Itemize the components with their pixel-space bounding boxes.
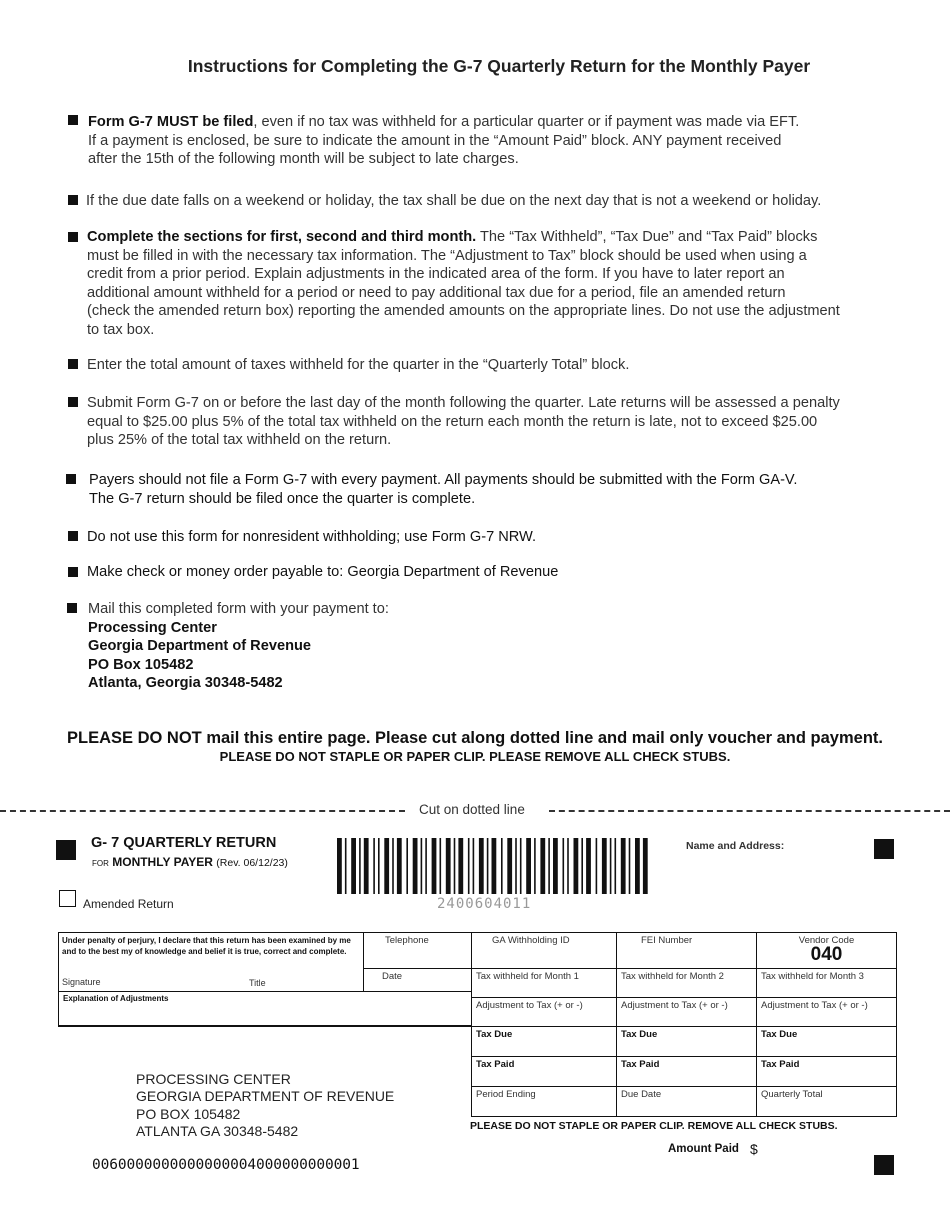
instruction-3-line1: The “Tax Withheld”, “Tax Due” and “Tax Paid” blocks bbox=[476, 229, 818, 245]
instruction-3-line3: credit from a prior period. Explain adjustments in the indicated area of the form. If you have to later report an bbox=[87, 266, 785, 283]
tax-paid-label: Tax Paid bbox=[761, 1059, 800, 1070]
instruction-4: Enter the total amount of taxes withheld for the quarter in the “Quarterly Total” block. bbox=[87, 357, 630, 373]
cut-line-left bbox=[0, 810, 405, 812]
tax-paid-month2-field[interactable] bbox=[616, 1056, 757, 1087]
bullet-icon bbox=[68, 531, 78, 541]
mail-address-line: Processing Center bbox=[88, 619, 217, 636]
instruction-9-line: Mail this completed form with your payment to: bbox=[88, 601, 389, 617]
amended-return-label: Amended Return bbox=[83, 897, 174, 911]
mail-address-line: Georgia Department of Revenue bbox=[88, 638, 312, 655]
instruction-1-line1: , even if no tax was withheld for a particular quarter or if payment was made via EFT. bbox=[253, 114, 800, 130]
bullet-icon bbox=[66, 474, 76, 484]
ga-withholding-label: GA Withholding ID bbox=[492, 935, 570, 946]
stub-warning: PLEASE DO NOT STAPLE OR PAPER CLIP. REMOVE ALL CHECK STUBS. bbox=[470, 1120, 838, 1132]
explanation-field[interactable] bbox=[58, 991, 472, 1027]
due-date-label: Due Date bbox=[621, 1089, 662, 1100]
tax-paid-month3-field[interactable] bbox=[756, 1056, 897, 1087]
mail-address-line: PO Box 105482 bbox=[88, 656, 194, 673]
amount-paid-label: Amount Paid bbox=[668, 1143, 739, 1155]
date-field[interactable] bbox=[363, 968, 472, 992]
revision-label: (Rev. 06/12/23) bbox=[216, 857, 288, 869]
mail-warning: PLEASE DO NOT mail this entire page. Please cut along dotted line and mail only voucher and payment. bbox=[66, 729, 883, 747]
tax-withheld-month1-label: Tax withheld for Month 1 bbox=[476, 971, 579, 982]
payer-label: MONTHLY PAYER bbox=[112, 855, 213, 869]
vendor-code-field bbox=[756, 932, 897, 969]
vendor-code-value: 040 bbox=[810, 944, 843, 965]
dollar-sign: $ bbox=[750, 1141, 758, 1157]
instruction-8: Make check or money order payable to: Georgia Department of Revenue bbox=[87, 564, 559, 580]
tax-withheld-month1-field[interactable] bbox=[471, 968, 617, 998]
instruction-6-line1: Payers should not file a Form G-7 with every payment. All payments should be submitted with the Form GA-V. bbox=[89, 472, 798, 488]
page-title: Instructions for Completing the G-7 Quarterly Return for the Monthly Payer bbox=[187, 56, 811, 76]
registration-mark-icon bbox=[56, 840, 76, 860]
tax-due-month1-field[interactable] bbox=[471, 1026, 617, 1057]
instruction-5-line3: plus 25% of the total tax withheld on the return. bbox=[87, 432, 392, 449]
instruction-3-line6: to tax box. bbox=[87, 321, 155, 338]
tax-due-label: Tax Due bbox=[761, 1029, 798, 1040]
instruction-5-line1: Submit Form G-7 on or before the last day of the month following the quarter. Late returns will be assessed a penalty bbox=[87, 395, 840, 411]
cut-line-right bbox=[549, 810, 950, 812]
processing-address-line: PO BOX 105482 bbox=[136, 1105, 241, 1122]
due-date-field[interactable] bbox=[616, 1086, 757, 1117]
quarterly-total-label: Quarterly Total bbox=[761, 1089, 823, 1100]
tax-due-label: Tax Due bbox=[476, 1029, 513, 1040]
tax-withheld-month2-label: Tax withheld for Month 2 bbox=[621, 971, 724, 982]
barcode-number: 2400604011 bbox=[437, 896, 532, 912]
ga-withholding-field[interactable] bbox=[471, 932, 617, 969]
tax-withheld-month3-label: Tax withheld for Month 3 bbox=[761, 971, 864, 982]
tax-due-month3-field[interactable] bbox=[756, 1026, 897, 1057]
processing-address-line: ATLANTA GA 30348-5482 bbox=[136, 1122, 299, 1139]
title-label: Title bbox=[249, 978, 266, 988]
staple-warning: PLEASE DO NOT STAPLE OR PAPER CLIP. PLEASE REMOVE ALL CHECK STUBS. bbox=[219, 749, 731, 764]
for-label: FOR bbox=[92, 859, 109, 868]
adjustment-month1-field[interactable] bbox=[471, 997, 617, 1027]
instruction-1-line3: after the 15th of the following month will be subject to late charges. bbox=[88, 151, 519, 168]
name-address-label: Name and Address: bbox=[686, 840, 785, 852]
telephone-field[interactable] bbox=[363, 932, 472, 969]
tax-paid-label: Tax Paid bbox=[621, 1059, 660, 1070]
telephone-label: Telephone bbox=[385, 935, 429, 946]
bullet-icon bbox=[68, 567, 78, 577]
processing-address-line: GEORGIA DEPARTMENT OF REVENUE bbox=[136, 1088, 395, 1105]
cut-label: Cut on dotted line bbox=[419, 802, 525, 817]
explanation-label: Explanation of Adjustments bbox=[63, 994, 169, 1003]
tax-withheld-month3-field[interactable] bbox=[756, 968, 897, 998]
instruction-9 bbox=[88, 600, 389, 693]
instruction-3 bbox=[87, 228, 840, 340]
instruction-1-bold: Form G-7 MUST be filed bbox=[88, 114, 254, 130]
tax-paid-month1-field[interactable] bbox=[471, 1056, 617, 1087]
tax-paid-label: Tax Paid bbox=[476, 1059, 515, 1070]
fei-field[interactable] bbox=[616, 932, 757, 969]
adjustment-month2-field[interactable] bbox=[616, 997, 757, 1027]
bullet-icon bbox=[68, 359, 78, 369]
signature-label: Signature bbox=[62, 977, 101, 987]
instruction-5-line2: equal to $25.00 plus 5% of the total tax withheld on the return each month the return is late, not to exceed $25.00 bbox=[87, 413, 818, 430]
tax-due-label: Tax Due bbox=[621, 1029, 658, 1040]
amended-return-checkbox[interactable] bbox=[59, 890, 76, 907]
adjustment-label: Adjustment to Tax (+ or -) bbox=[761, 1000, 868, 1011]
mail-address-line: Atlanta, Georgia 30348-5482 bbox=[88, 675, 283, 692]
period-ending-field[interactable] bbox=[471, 1086, 617, 1117]
tax-withheld-month2-field[interactable] bbox=[616, 968, 757, 998]
adjustment-label: Adjustment to Tax (+ or -) bbox=[621, 1000, 728, 1011]
scan-line: 0060000000000000004000000000001 bbox=[92, 1157, 360, 1173]
bullet-icon bbox=[68, 232, 78, 242]
period-ending-label: Period Ending bbox=[476, 1089, 536, 1100]
barcode bbox=[337, 838, 649, 894]
instruction-6-line2: The G-7 return should be filed once the quarter is complete. bbox=[89, 490, 476, 507]
instruction-5 bbox=[87, 394, 840, 450]
voucher-subtitle bbox=[92, 855, 288, 869]
instruction-3-line4: additional amount withheld for a period or need to pay additional tax due for a period, file an amended return bbox=[87, 284, 786, 301]
voucher-title: G- 7 QUARTERLY RETURN bbox=[91, 835, 277, 851]
instruction-1 bbox=[88, 113, 799, 169]
perjury-box bbox=[58, 932, 364, 992]
bullet-icon bbox=[68, 397, 78, 407]
instruction-3-line2: must be filled in with the necessary tax information. The “Adjustment to Tax” block should be used when using a bbox=[87, 247, 807, 264]
fei-label: FEI Number bbox=[641, 935, 693, 946]
instruction-2: If the due date falls on a weekend or holiday, the tax shall be due on the next day that is not a weekend or holiday. bbox=[86, 193, 822, 209]
date-label: Date bbox=[382, 971, 403, 982]
instruction-7: Do not use this form for nonresident withholding; use Form G-7 NRW. bbox=[87, 529, 537, 545]
instruction-3-line5: (check the amended return box) reporting the amended amounts on the appropriate lines. Do not use the adjustment bbox=[87, 303, 840, 320]
bullet-icon bbox=[68, 115, 78, 125]
registration-mark-icon bbox=[874, 1155, 894, 1175]
tax-due-month2-field[interactable] bbox=[616, 1026, 757, 1057]
registration-mark-icon bbox=[874, 839, 894, 859]
adjustment-label: Adjustment to Tax (+ or -) bbox=[476, 1000, 583, 1011]
vendor-code-label: Vendor Code bbox=[798, 935, 855, 946]
processing-address-line: PROCESSING CENTER bbox=[136, 1071, 291, 1087]
bullet-icon bbox=[68, 195, 78, 205]
perjury-statement: Under penalty of perjury, I declare that this return has been examined by me and to the best my of knowledge and belief it is true, correct and complete. bbox=[62, 936, 351, 956]
instruction-1-line2: If a payment is enclosed, be sure to indicate the amount in the “Amount Paid” block. ANY payment received bbox=[88, 132, 782, 149]
instruction-6 bbox=[89, 471, 797, 508]
adjustment-month3-field[interactable] bbox=[756, 997, 897, 1027]
instruction-3-bold: Complete the sections for first, second and third month. bbox=[87, 229, 477, 245]
quarterly-total-field[interactable] bbox=[756, 1086, 897, 1117]
processing-address bbox=[136, 1071, 394, 1140]
bullet-icon bbox=[67, 603, 77, 613]
